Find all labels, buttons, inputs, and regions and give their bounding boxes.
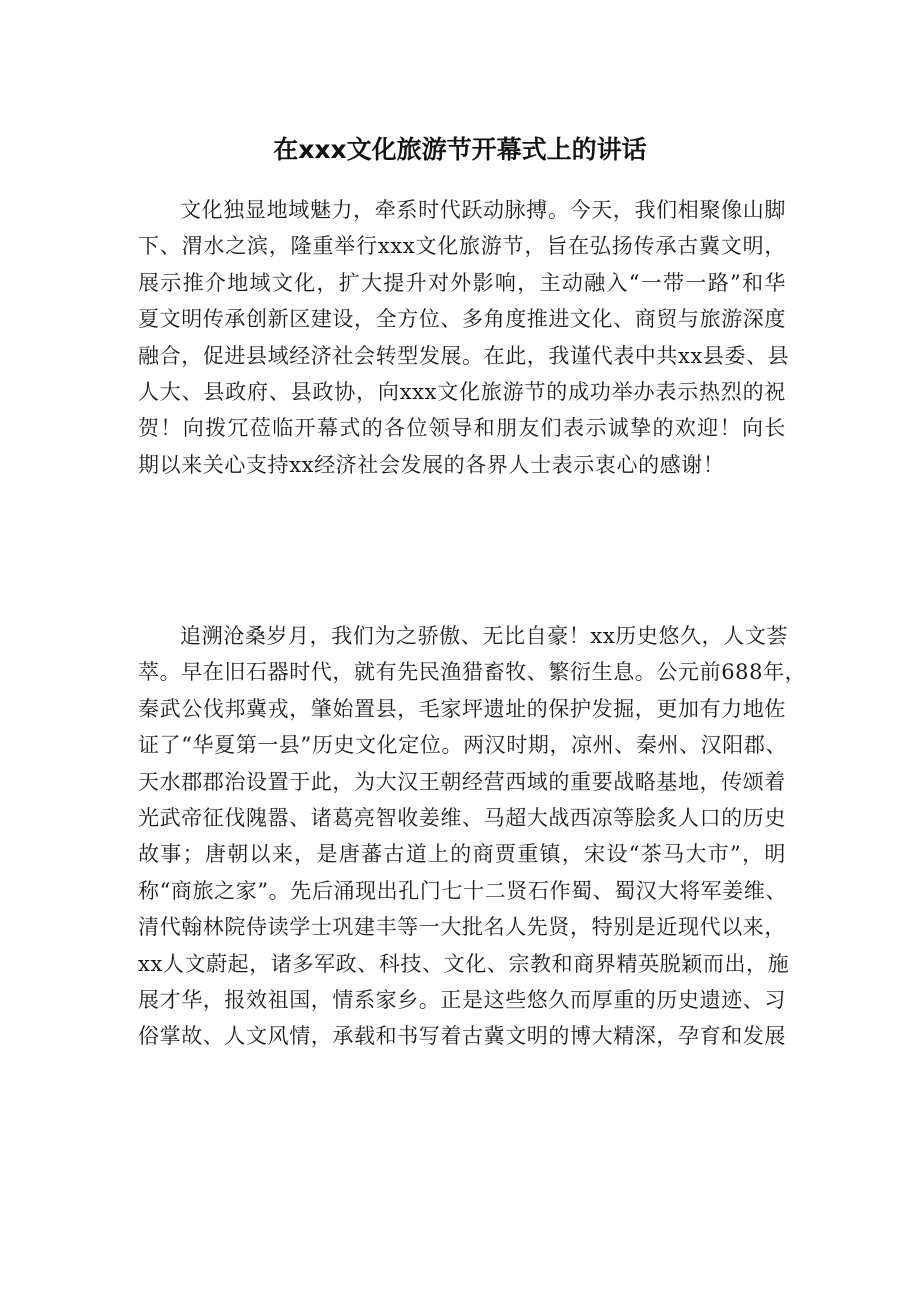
paragraph-history — [138, 618, 807, 1055]
text-line: 追溯沧桑岁月，我们为之骄傲、无比自豪！xx历史悠久，人文荟 — [180, 624, 789, 648]
text-line: 秦武公伐邦冀戎，肇始置县，毛家坪遗址的保护发掘，更加有力地佐 — [138, 696, 786, 721]
text-line: 清代翰林院侍读学士巩建丰等一大批名人先贤，特别是近现代以来， — [138, 915, 786, 940]
text-line: 萃。早在旧石器时代，就有先民渔猎畜牧、繁衍生息。公元前688年， — [138, 660, 807, 685]
text-line: 融合，促进县域经济社会转型发展。在此，我谨代表中共xx县委、县 — [138, 343, 790, 368]
text-line: 人大、县政府、县政协，向xxx文化旅游节的成功举办表示热烈的祝 — [138, 380, 786, 405]
text-line: xx人文蔚起，诸多军政、科技、文化、宗教和商界精英脱颖而出，施 — [138, 951, 790, 976]
text-line: 夏文明传承创新区建设，全方位、多角度推进文化、商贸与旅游深度 — [138, 307, 786, 332]
text-line: 光武帝征伐隗嚣、诸葛亮智收姜维、马超大战西凉等脍炙人口的历史 — [138, 806, 786, 831]
text-line: 天水郡郡治设置于此，为大汉王朝经营西域的重要战略基地，传颂着 — [138, 769, 786, 794]
text-line: 展示推介地域文化，扩大提升对外影响，主动融入“一带一路”和华 — [138, 270, 786, 295]
text-line: 展才华，报效祖国，情系家乡。正是这些悠久而厚重的历史遗迹、习 — [138, 988, 786, 1013]
document-title: 在xxx文化旅游节开幕式上的讲话 — [273, 135, 647, 164]
text-line: 期以来关心支持xx经济社会发展的各界人士表示衷心的感谢！ — [138, 452, 725, 477]
text-line: 证了“华夏第一县”历史文化定位。两汉时期，凉州、秦州、汉阳郡、 — [138, 733, 788, 758]
text-line: 下、渭水之滨，隆重举行xxx文化旅游节，旨在弘扬传承古冀文明， — [138, 234, 786, 259]
paragraph-opening — [138, 192, 790, 483]
text-line: 贺！向拨冗莅临开幕式的各位领导和朋友们表示诚挚的欢迎！向长 — [138, 416, 786, 441]
text-line: 俗掌故、人文风情，承载和书写着古冀文明的博大精深，孕育和发展 — [138, 1024, 786, 1049]
text-line: 称“商旅之家”。先后涌现出孔门七十二贤石作蜀、蜀汉大将军姜维、 — [138, 878, 788, 903]
text-line: 故事；唐朝以来，是唐蕃古道上的商贾重镇，宋设“茶马大市”，明 — [138, 842, 786, 867]
text-line: 文化独显地域魅力，牵系时代跃动脉搏。今天，我们相聚像山脚 — [180, 198, 786, 222]
